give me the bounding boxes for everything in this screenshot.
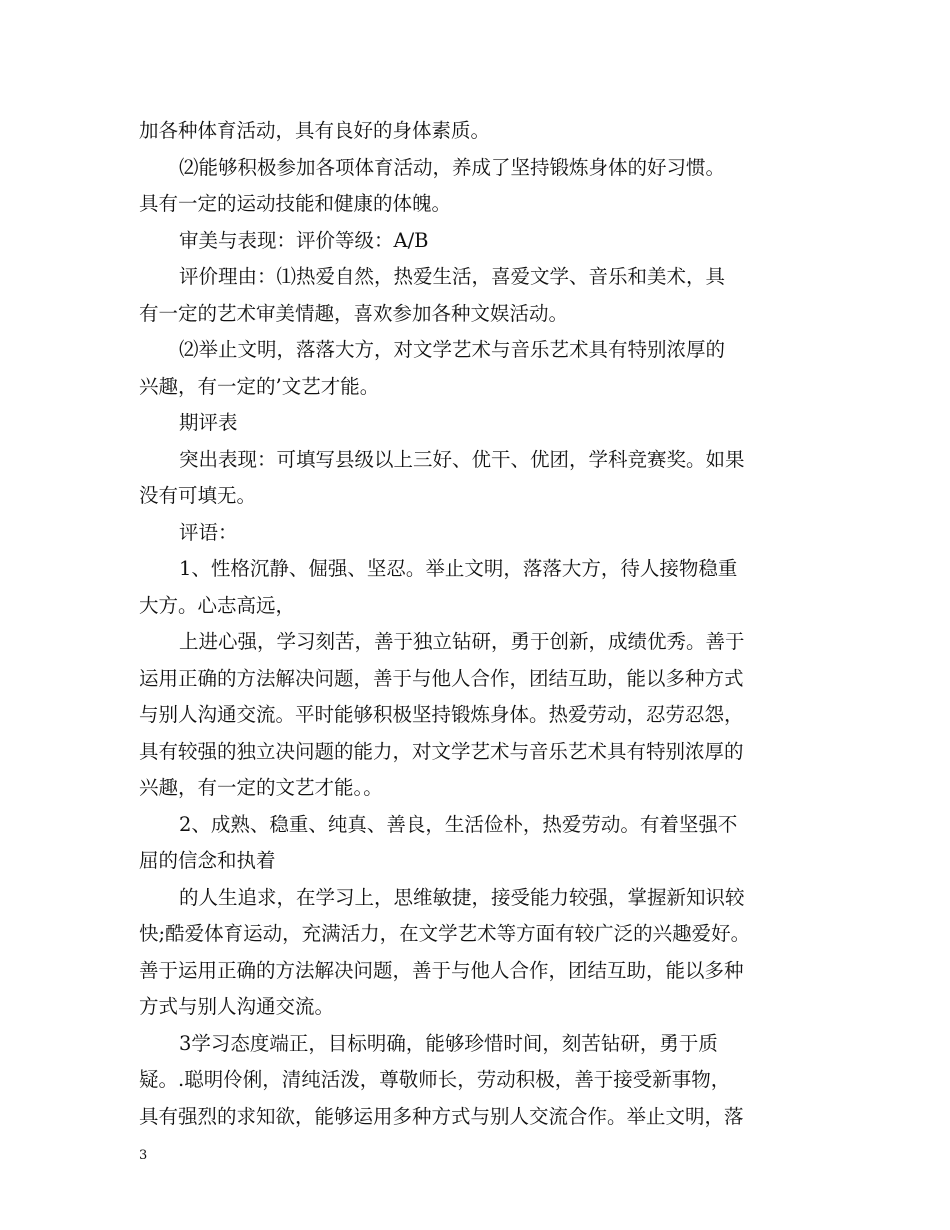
text-line: 加各种体育活动，具有良好的身体素质。 <box>139 119 491 142</box>
text-line: 善于运用正确的方法解决问题，善于与他人合作，团结互助，能以多种 <box>139 958 744 982</box>
text-line: 1、性格沉静、倔强、坚忍。举止文明，落落大方，待人接物稳重 <box>179 557 738 580</box>
text-line: 屈的信念和执着 <box>139 849 276 872</box>
text-line: 方式与别人沟通交流。 <box>139 995 335 1018</box>
text-line: 审美与表现：评价等级：A/B <box>179 228 429 252</box>
text-line: 具有强烈的求知欲，能够运用多种方式与别人交流合作。举止文明，落 <box>139 1104 744 1128</box>
document-body <box>139 113 819 1135</box>
text-line: 2、成熟、稳重、纯真、善良，生活俭朴，热爱劳动。有着坚强不 <box>179 812 738 836</box>
text-line: ⑵能够积极参加各项体育活动，养成了坚持锻炼身体的好习惯。 <box>179 155 726 179</box>
text-line: 兴趣，有一定的’文艺才能。 <box>139 374 380 398</box>
text-line: 具有较强的独立决问题的能力，对文学艺术与音乐艺术具有特别浓厚的 <box>139 739 744 763</box>
text-line: 兴趣，有一定的文艺才能。。 <box>139 776 383 799</box>
text-line: 与别人沟通交流。平时能够积极坚持锻炼身体。热爱劳动，忍劳忍怨， <box>139 703 744 726</box>
text-line: 评语： <box>179 520 238 544</box>
page-number: 3 <box>139 1148 148 1163</box>
text-line: 3学习态度端正，目标明确，能够珍惜时间，刻苦钻研，勇于质 <box>179 1031 718 1055</box>
text-line: 具有一定的运动技能和健康的体魄。 <box>139 192 452 215</box>
text-line: 没有可填无。 <box>139 484 257 507</box>
text-line: 疑。.聪明伶俐，清纯活泼，尊敬师长，劳动积极，善于接受新事物， <box>139 1068 731 1091</box>
text-line: 有一定的艺术审美情趣，喜欢参加各种文娱活动。 <box>139 301 569 325</box>
text-line: 的人生追求，在学习上，思维敏捷，接受能力较强，掌握新知识较 <box>179 885 745 909</box>
text-line: 突出表现：可填写县级以上三好、优干、优团，学科竞赛奖。如果 <box>179 447 745 471</box>
text-line: 上进心强，学习刻苦，善于独立钻研，勇于创新，成绩优秀。善于 <box>179 630 745 653</box>
text-line: 期评表 <box>179 411 238 434</box>
text-line: 快;酷爱体育运动，充满活力，在文学艺术等方面有较广泛的兴趣爱好。 <box>139 922 751 945</box>
text-line: ⑵举止文明，落落大方，对文学艺术与音乐艺术具有特别浓厚的 <box>179 338 726 361</box>
text-line: 大方。心志高远， <box>139 593 296 617</box>
text-line: 评价理由：⑴热爱自然，热爱生活，喜爱文学、音乐和美术，具 <box>179 265 726 288</box>
text-line: 运用正确的方法解决问题，善于与他人合作，团结互助，能以多种方式 <box>139 666 744 690</box>
